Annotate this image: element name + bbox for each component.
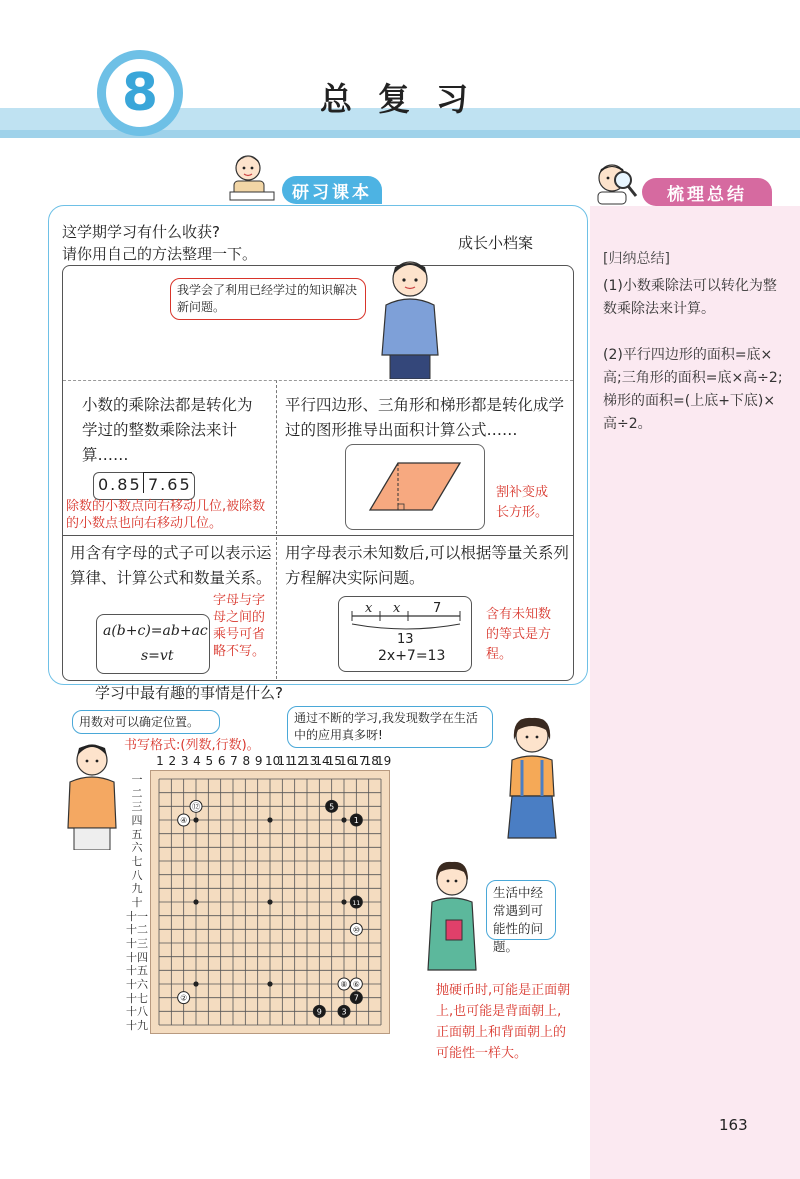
letters-note: 字母与字母之间的乘号可省略不写。 <box>213 593 266 659</box>
board-row-label: 十二 <box>126 923 148 937</box>
summary-point-1: (1)小数乘除法可以转化为整数乘除法来计算。 <box>603 278 777 317</box>
board-column-label: 13 <box>302 754 318 768</box>
segment-x1: x <box>365 601 373 616</box>
board-column-label: 7 <box>230 754 238 768</box>
board-column-labels <box>152 754 392 770</box>
go-stone-label: ⑫ <box>192 802 200 812</box>
board-column-label: 11 <box>277 754 293 768</box>
go-stone-label: 5 <box>329 802 335 812</box>
decimal-note: 除数的小数点向右移动几位,被除数的小数点也向右移动几位。 <box>66 499 266 531</box>
decimal-cell-text: 小数的乘除法都是转化为学过的整数乘除法来计算…… <box>82 396 253 464</box>
segment-seven: 7 <box>433 601 442 616</box>
go-stone-label: ② <box>180 993 188 1003</box>
parallelogram-figure <box>360 455 470 519</box>
equation-cell-text: 用字母表示未知数后,可以根据等量关系列方程解决实际问题。 <box>285 544 569 587</box>
board-column-label: 2 <box>168 754 177 768</box>
board-row-label: 二 <box>131 786 143 800</box>
position-speech-bubble: 用数对可以确定位置。 <box>72 710 220 734</box>
board-row-label: 十六 <box>126 978 148 991</box>
board-column-label: 8 <box>242 754 251 768</box>
go-stone-label: 7 <box>353 993 359 1003</box>
board-column-label: 15 <box>326 754 342 768</box>
formula-distance: s=vt <box>141 648 174 664</box>
segment-total: 13 <box>397 632 414 647</box>
board-star-point <box>267 899 272 904</box>
area-note: 割补变成长方形。 <box>496 485 549 520</box>
board-column-label: 16 <box>339 754 355 768</box>
boy-speech-bubble: 我学会了利用已经学过的知识解决新问题。 <box>170 278 366 320</box>
board-row-label: 十八 <box>126 1005 148 1019</box>
boy-vest-icon <box>60 738 126 850</box>
equation-text: 2x+7=13 <box>378 648 446 664</box>
go-stone-label: ⑧ <box>340 980 348 989</box>
division-divisor: 0.85 <box>98 475 142 494</box>
board-row-labels <box>124 772 150 1034</box>
board-column-label: 1 <box>156 754 164 768</box>
board-row-label: 一 <box>131 773 143 786</box>
board-star-point <box>341 817 346 822</box>
board-star-point <box>193 817 198 822</box>
girl-speech-bubble: 通过不断的学习,我发现数学在生活中的应用真多呀! <box>287 706 493 748</box>
go-stone-label: ⑩ <box>352 925 360 935</box>
chapter-number-badge <box>97 50 183 136</box>
girl-suspenders-icon <box>496 712 566 842</box>
board-column-label: 19 <box>376 754 392 768</box>
segment-diagram <box>346 602 466 636</box>
format-note: 书写格式:(列数,行数)。 <box>124 738 260 753</box>
board-row-label: 九 <box>131 882 143 896</box>
board-column-label: 9 <box>254 754 263 768</box>
board-row-label: 四 <box>131 814 143 827</box>
equation-note: 含有未知数的等式是方程。 <box>486 607 552 662</box>
fun-question: 学习中最有趣的事情是什么? <box>95 684 283 702</box>
board-column-label: 3 <box>180 754 189 768</box>
magnifier-boy-icon <box>588 156 644 206</box>
board-row-label: 八 <box>131 868 143 882</box>
go-board-grid <box>151 771 389 1033</box>
grid-divider-horizontal <box>63 535 573 536</box>
summary-point-2: (2)平行四边形的面积=底×高;三角形的面积=底×高÷2;梯形的面积=(上底+下底)×高÷2。 <box>603 347 783 432</box>
chapter-number: 8 <box>121 63 159 123</box>
letters-cell-text: 用含有字母的式子可以表示运算律、计算公式和数量关系。 <box>70 544 272 587</box>
go-stone-label: 11 <box>352 900 361 907</box>
board-row-label: 五 <box>131 827 143 841</box>
board-column-label: 10 <box>265 754 281 768</box>
tab-study-textbook: 研习课本 <box>282 176 382 204</box>
area-cell-text: 平行四边形、三角形和梯形都是转化成学过的图形推导出面积计算公式…… <box>285 396 565 439</box>
board-star-point <box>341 899 346 904</box>
board-star-point <box>267 817 272 822</box>
go-stone-label: 1 <box>353 816 359 825</box>
board-star-point <box>193 899 198 904</box>
board-column-label: 17 <box>351 754 367 768</box>
board-column-label: 12 <box>289 754 305 768</box>
grid-divider-vertical-2 <box>276 537 277 679</box>
coin-note: 抛硬币时,可能是正面朝上,也可能是背面朝上,正面朝上和背面朝上的可能性一样大。 <box>436 983 571 1061</box>
board-star-point <box>267 981 272 986</box>
board-column-label: 14 <box>314 754 330 768</box>
board-row-label: 三 <box>131 800 143 814</box>
tab-organize-summary: 梳理总结 <box>642 178 772 206</box>
go-board <box>150 770 390 1034</box>
board-column-label: 4 <box>193 754 201 768</box>
board-row-label: 十九 <box>126 1019 148 1032</box>
chapter-title: 总复习 <box>320 80 495 118</box>
intro-question: 这学期学习有什么收获? <box>62 223 220 241</box>
board-row-label: 十一 <box>126 909 148 923</box>
page-number: 163 <box>719 1116 748 1134</box>
reading-boy-icon <box>222 148 280 206</box>
board-row-label: 十 <box>131 896 143 909</box>
board-star-point <box>193 981 198 986</box>
grid-divider-top <box>63 380 573 381</box>
board-row-label: 十七 <box>126 991 148 1005</box>
board-row-label: 六 <box>131 841 143 855</box>
board-column-label: 6 <box>217 754 226 768</box>
segment-x2: x <box>393 601 401 616</box>
board-row-label: 十三 <box>126 937 148 950</box>
girl-book-icon <box>422 858 484 976</box>
formula-distributive: a(b+c)=ab+ac <box>103 623 208 639</box>
intro-instruction: 请你用自己的方法整理一下。 <box>62 245 258 263</box>
board-column-label: 18 <box>363 754 379 768</box>
boy-standing-icon <box>372 255 452 379</box>
summary-heading: [归纳总结] <box>603 251 670 267</box>
go-stone-label: ④ <box>180 816 188 825</box>
girl2-speech-bubble: 生活中经常遇到可能性的问题。 <box>486 880 556 940</box>
go-stone-label: ⑥ <box>352 980 360 989</box>
board-row-label: 七 <box>131 855 143 868</box>
board-row-label: 十五 <box>126 964 148 978</box>
go-stone-label: 3 <box>341 1007 347 1017</box>
division-dividend: 7.65 <box>148 475 192 494</box>
go-stone-label: 9 <box>316 1007 322 1017</box>
board-column-label: 5 <box>205 754 214 768</box>
board-row-label: 十四 <box>126 950 148 964</box>
growth-archive-label: 成长小档案 <box>458 234 534 252</box>
